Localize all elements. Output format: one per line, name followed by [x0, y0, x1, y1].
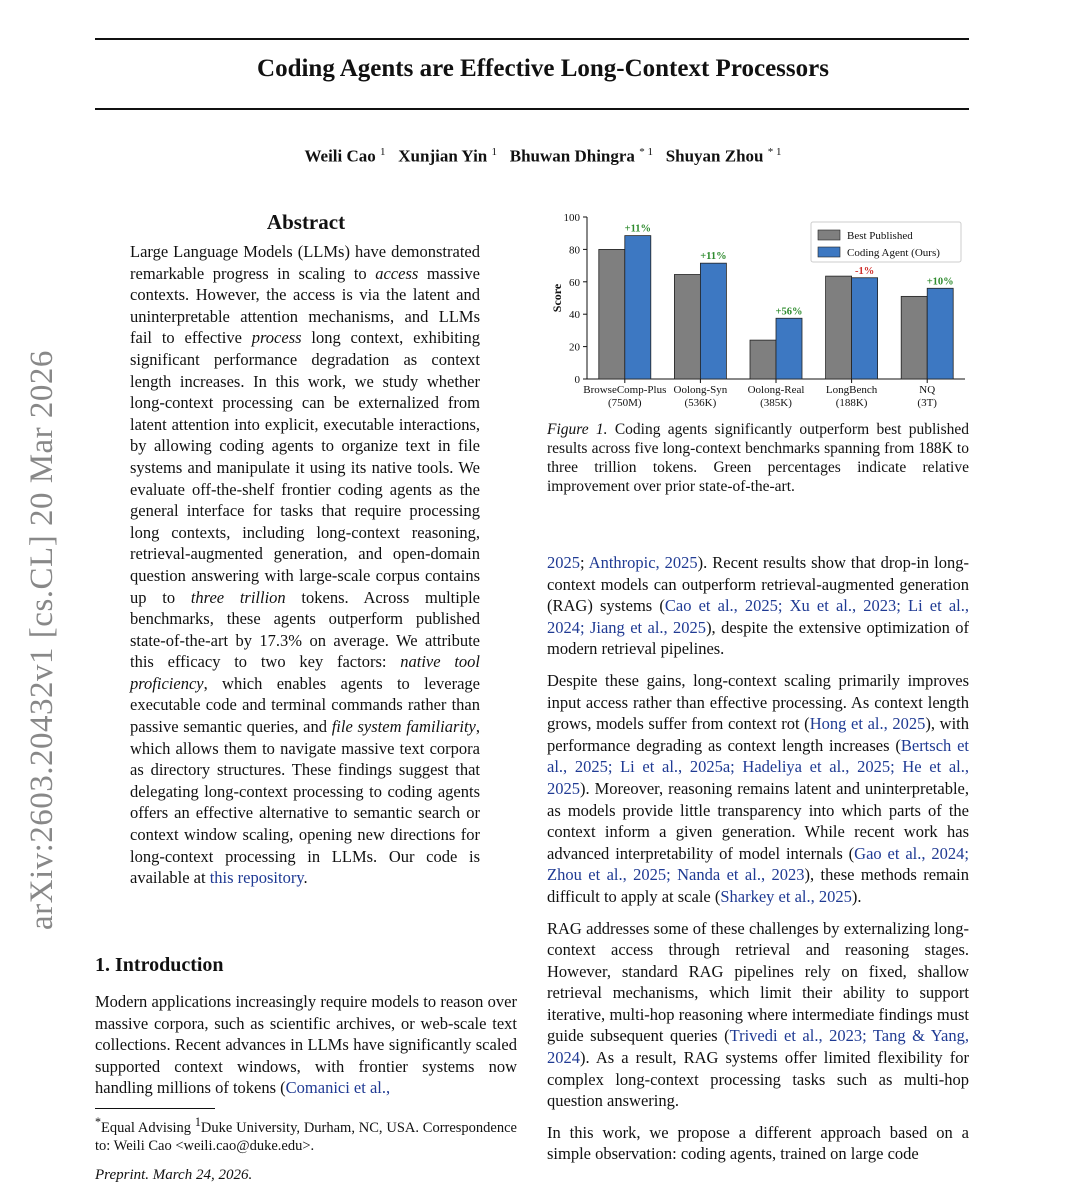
arxiv-identifier: arXiv:2603.20432v1 [cs.CL] 20 Mar 2026	[24, 350, 60, 930]
bar-coding-agent	[700, 263, 726, 379]
y-tick-label: 20	[569, 341, 580, 354]
intro-right-column	[547, 552, 969, 1175]
author-affiliation: * 1	[767, 146, 782, 158]
intro-heading: 1. Introduction	[95, 954, 224, 976]
bar-coding-agent	[927, 288, 953, 379]
repository-link[interactable]: this repository	[209, 868, 304, 888]
bar-coding-agent	[776, 318, 802, 379]
author-name: Shuyan Zhou	[665, 146, 764, 166]
improvement-label: +56%	[775, 306, 803, 318]
legend-label: Best Published	[847, 230, 913, 242]
author-name: Weili Cao	[304, 146, 376, 166]
bar-best-published	[750, 340, 776, 379]
citation-link[interactable]: Trivedi et al., 2023; Tang & Yang, 2024	[547, 1026, 969, 1068]
x-tick-sublabel: (750M)	[607, 397, 642, 409]
y-tick-label: 100	[563, 212, 580, 224]
y-tick-label: 60	[569, 276, 580, 289]
citation-link[interactable]: Hong et al., 2025	[809, 714, 926, 734]
x-tick-label: Oolong-Real	[747, 384, 805, 396]
citation-link[interactable]: Cao et al., 2025; Xu et al., 2023; Li et al., 2024; Jiang et al., 2025	[547, 596, 969, 637]
x-tick-sublabel: (536K)	[684, 397, 717, 409]
x-tick-sublabel: (3T)	[917, 397, 937, 409]
intro-paragraph-3: RAG addresses some of these challenges by externalizing long-context access through retrieval and reasoning stages. However, standard RAG pipelines rely on fixed, shallow retrieval mechanisms, which limit their ability to support iterative, multi-hop reasoning where intermediate findings must guide subsequent queries (Trivedi et al., 2023; Tang & Yang, 2024). As a result, RAG systems offer limited flexibility for complex long-context processing tasks such as multi-hop question answering.	[547, 918, 969, 1111]
x-tick-sublabel: (188K)	[835, 397, 868, 409]
title-rule	[95, 108, 969, 110]
bar-coding-agent	[852, 278, 878, 379]
improvement-label: +11%	[700, 251, 727, 263]
x-tick-label: NQ	[919, 384, 936, 396]
footnote-rule	[95, 1108, 215, 1109]
paper-title: Coding Agents are Effective Long-Context Processors	[257, 55, 829, 82]
intro-paragraph-1: Modern applications increasingly require models to reason over massive corpora, such as scientific archives, or web-scale text collections. Recent advances in LLMs have significantly scaled supported context windows, with frontier systems now handling millions of tokens (Comanici et al.,	[95, 992, 517, 1098]
x-tick-sublabel: (385K)	[760, 397, 792, 409]
legend-label: Coding Agent (Ours)	[847, 247, 940, 259]
preprint-note: Preprint. March 24, 2026.	[95, 1167, 253, 1183]
benchmark-bar-chart	[547, 205, 969, 415]
x-tick-label: Oolong-Syn	[673, 384, 728, 396]
improvement-label: +11%	[624, 223, 652, 235]
bar-best-published	[826, 276, 852, 379]
x-tick-label: BrowseComp-Plus	[583, 384, 667, 396]
author-affiliation: 1	[380, 146, 386, 158]
citation-link[interactable]: Comanici et al.,	[285, 1078, 391, 1098]
legend-swatch	[818, 247, 840, 257]
author-list	[0, 146, 1086, 167]
improvement-label: +10%	[926, 276, 954, 288]
x-tick-label: LongBench	[825, 384, 878, 396]
abstract-heading: Abstract	[266, 210, 346, 234]
author-affiliation: 1	[491, 146, 497, 158]
y-axis-label: Score	[550, 283, 564, 313]
intro-paragraph-4: In this work, we propose a different approach based on a simple observation: coding agents, trained on large code	[547, 1122, 969, 1164]
citation-link[interactable]: Bertsch et al., 2025; Li et al., 2025a; Hadeliya et al., 2025; He et al., 2025	[547, 735, 970, 798]
intro-paragraph-2: Despite these gains, long-context scaling primarily improves input access rather than effective processing. As context length grows, models suffer from context rot (Hong et al., 2025), with performance degrading as context length increases (Bertsch et al., 2025; Li et al., 2025a; Hadeliya et al., 2025; He et al., 2025). Moreover, reasoning remains latent and uninterpretable, as models provide little transparency into which parts of the context inform a given generation. While recent work has advanced interpretability of model internals (Gao et al., 2024; Zhou et al., 2025; Nanda et al., 2023), these methods remain difficult to apply at scale (Sharkey et al., 2025).	[547, 670, 970, 906]
bar-best-published	[674, 275, 700, 379]
improvement-label: -1%	[854, 265, 875, 277]
figure-label: Figure 1.	[547, 421, 608, 438]
footnote: *Equal Advising $^1$Duke University, Durham, NC, USA. Correspondence to: Weili Cao <weili.cao@duke.edu>.	[95, 1115, 517, 1154]
bar-best-published	[599, 249, 625, 379]
author-name: Xunjian Yin	[398, 146, 488, 166]
figure-caption: Figure 1. Coding agents significantly outperform best published results across five long-context benchmarks spanning from 188K to three trillion tokens. Green percentages indicate relative improvement over prior state-of-the-art.	[547, 421, 969, 495]
y-tick-label: 0	[574, 374, 580, 386]
bar-best-published	[901, 296, 927, 379]
y-tick-label: 40	[569, 309, 580, 322]
intro-paragraph-1-cont: 2025; Anthropic, 2025). Recent results show that drop-in long-context models can outperform retrieval-augmented generation (RAG) systems (Cao et al., 2025; Xu et al., 2023; Li et al., 2024; Jiang et al., 2025), despite the extensive optimization of modern retrieval pipelines.	[547, 553, 969, 659]
bar-coding-agent	[625, 236, 651, 379]
citation-link[interactable]: Sharkey et al., 2025	[720, 886, 852, 906]
citation-link[interactable]: Gao et al., 2024; Zhou et al., 2025; Nanda et al., 2023	[547, 843, 970, 885]
top-rule	[95, 38, 969, 40]
author-affiliation: * 1	[639, 146, 653, 158]
legend-swatch	[818, 230, 840, 240]
y-tick-label: 80	[569, 244, 580, 257]
abstract-body: Large Language Models (LLMs) have demonstrated remarkable progress in scaling to access massive contexts. However, the access is via the latent and uninterpretable attention mechanisms, and LLMs fail to effective process long context, exhibiting significant performance degradation as context length increases. In this work, we study whether long-context processing can be externalized from latent attention into explicit, executable interactions, by allowing coding agents to organize text in file systems and manipulate it using its native tools. We evaluate off-the-shelf frontier coding agents as the general interface for tasks that require processing long contexts, including long-context reasoning, retrieval-augmented generation, and open-domain question answering with large-scale corpus contains up to three trillion tokens. Across multiple benchmarks, these agents outperform published state-of-the-art by 17.3% on average. We attribute this efficacy to two key factors: native tool proficiency, which enables agents to leverage executable code and terminal commands rather than passive semantic queries, and file system familiarity, which allows them to navigate massive text corpora as directory structures. These findings suggest that delegating long-context processing to coding agents offers an effective alternative to semantic search or context window scaling, opening new directions for long-context processing in LLMs. Our code is available at this repository.	[130, 242, 480, 888]
author-name: Bhuwan Dhingra	[509, 146, 635, 166]
